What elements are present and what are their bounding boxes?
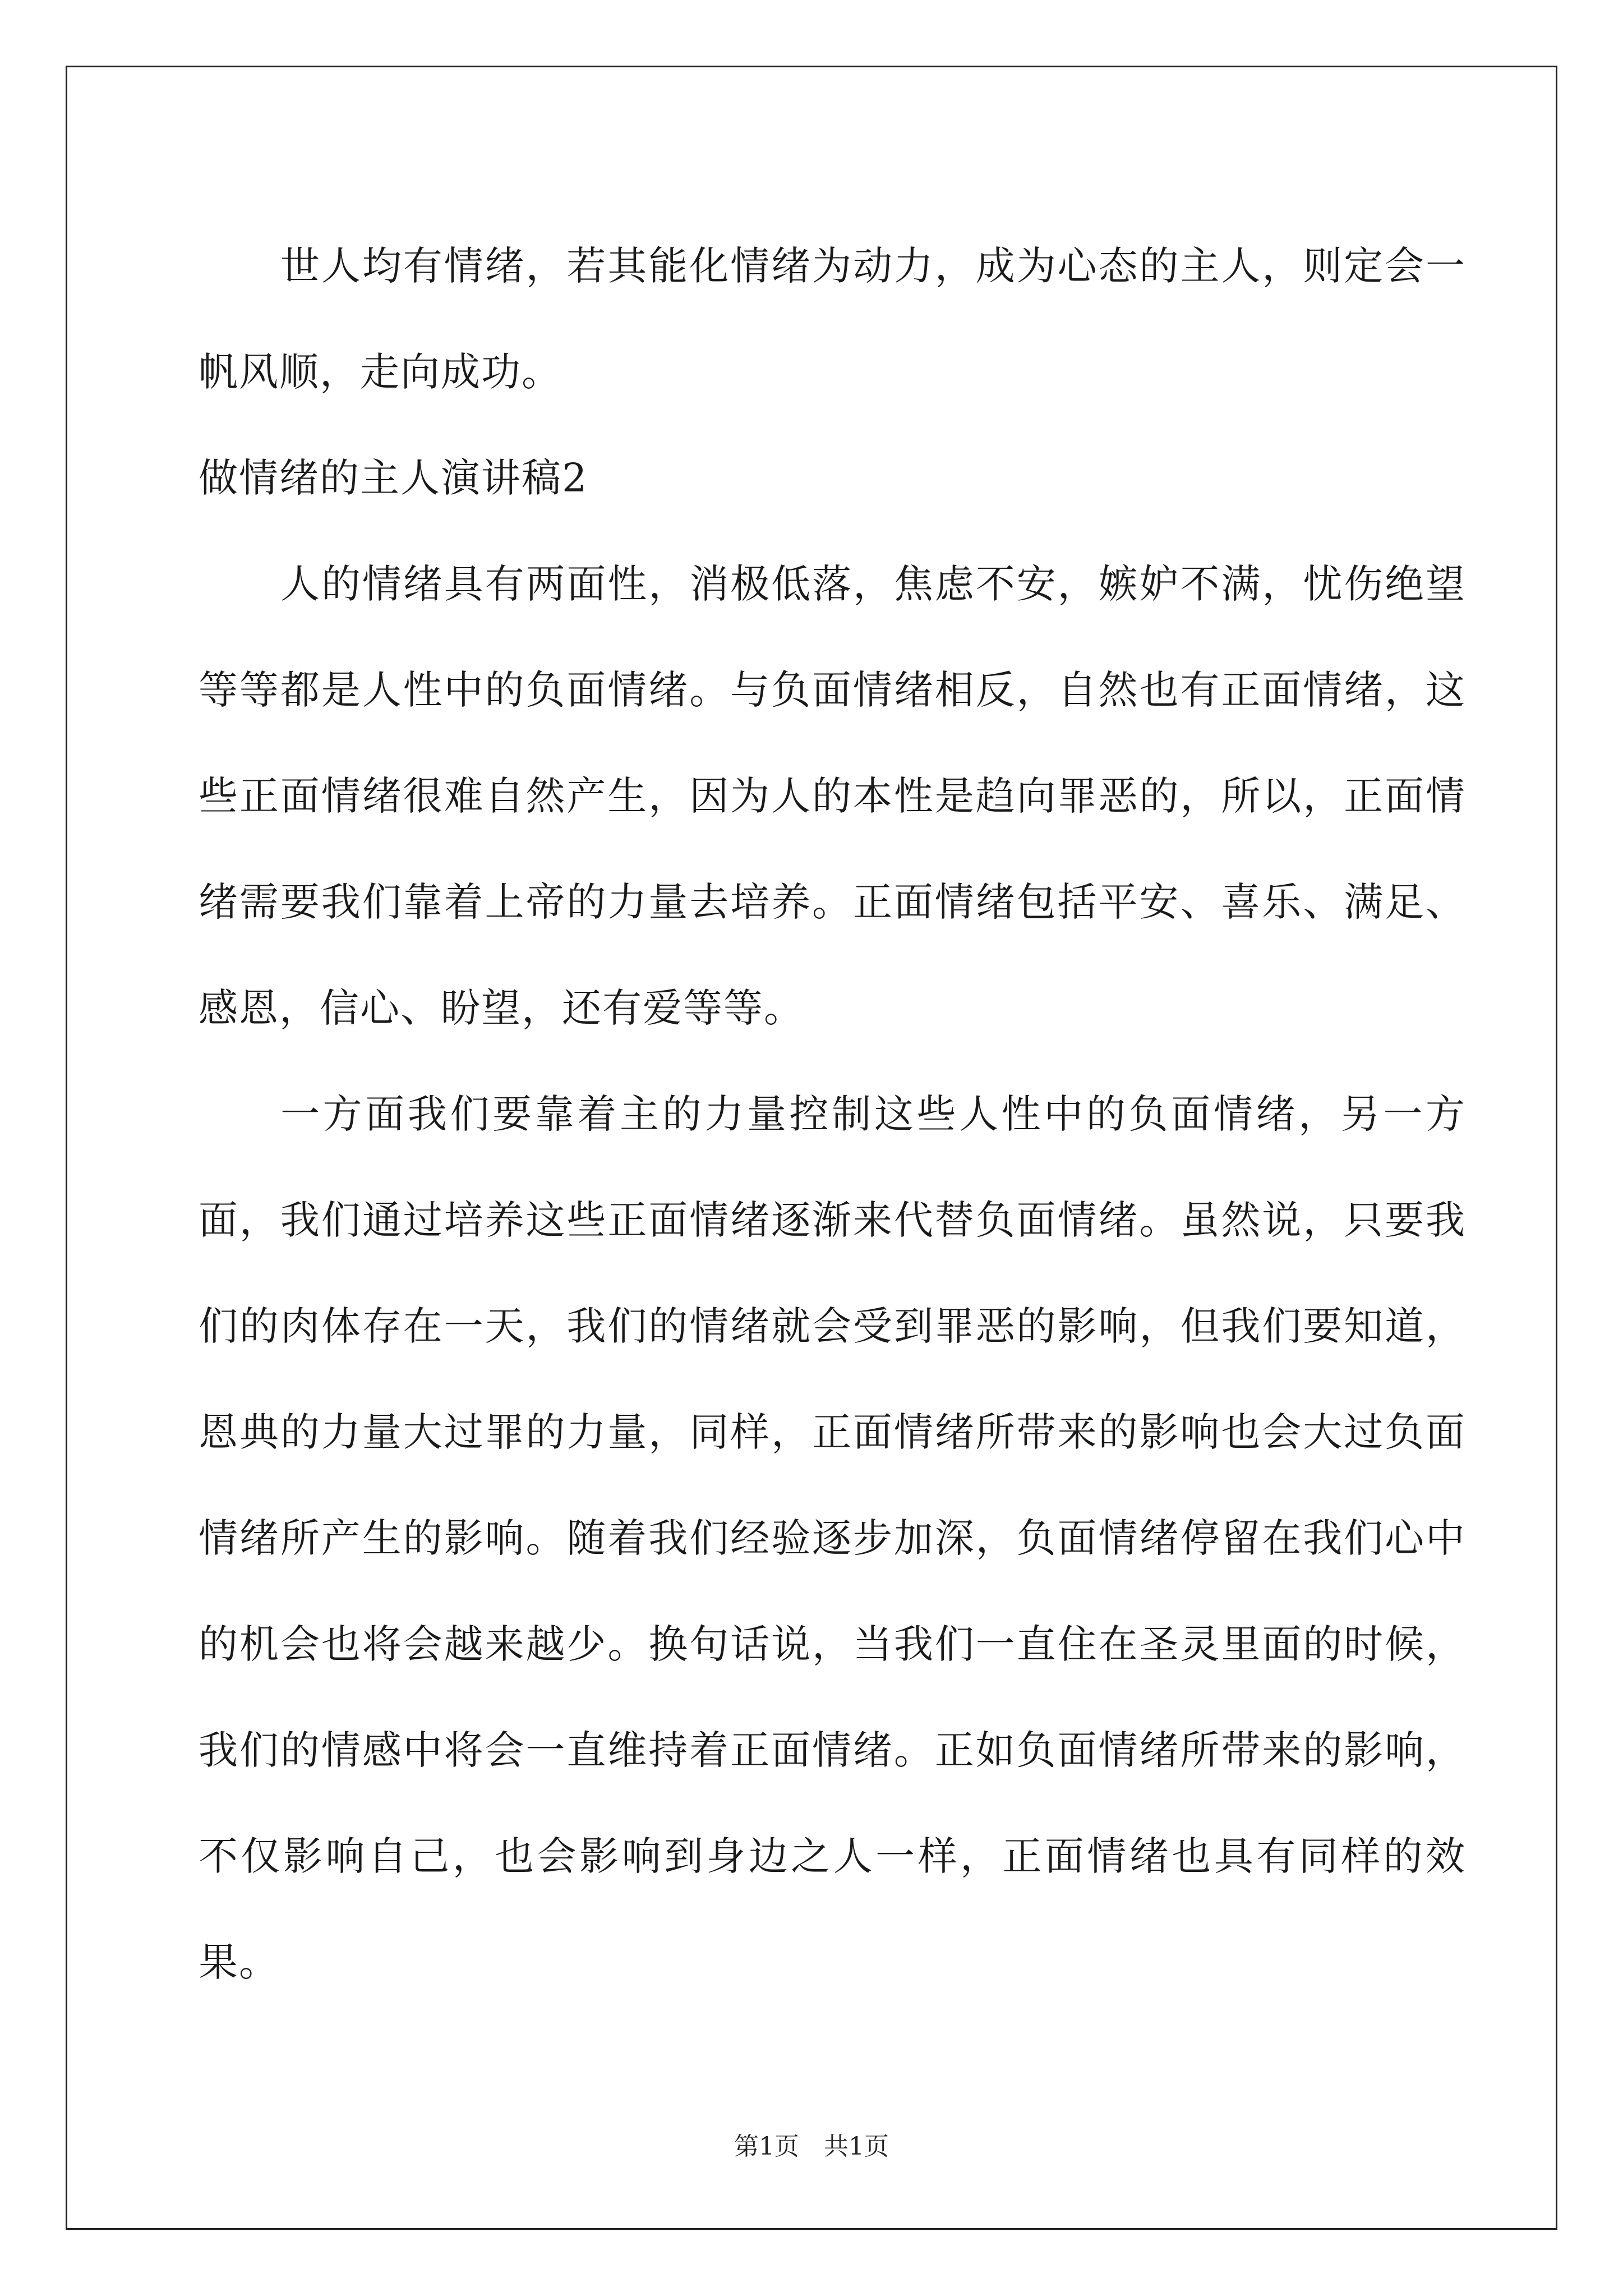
paragraph-1: 世人均有情绪，若其能化情绪为动力，成为心态的主人，则定会一帆风顺，走向成功。: [199, 243, 1466, 395]
document-body: [199, 213, 1466, 2016]
paragraph-2: 人的情绪具有两面性，消极低落，焦虑不安，嫉妒不满，忧伤绝望等等都是人性中的负面情绪。与负面情绪相反，自然也有正面情绪，这些正面情绪很难自然产生，因为人的本性是趋向罪恶的，所以，正面情绪需要我们靠着上帝的力量去培养。正面情绪包括平安、喜乐、满足、感恩，信心、盼望，还有爱等等。: [199, 561, 1466, 1031]
section-heading: 做情绪的主人演讲稿2: [199, 455, 588, 501]
page-number: 第1页 共1页: [734, 2132, 889, 2161]
paragraph-3: 一方面我们要靠着主的力量控制这些人性中的负面情绪，另一方面，我们通过培养这些正面情绪逐渐来代替负面情绪。虽然说，只要我们的肉体存在一天，我们的情绪就会受到罪恶的影响，但我们要知道，恩典的力量大过罪的力量，同样，正面情绪所带来的影响也会大过负面情绪所产生的影响。随着我们经验逐步加深，负面情绪停留在我们心中的机会也将会越来越少。换句话说，当我们一直住在圣灵里面的时候，我们的情感中将会一直维持着正面情绪。正如负面情绪所带来的影响，不仅影响自己，也会影响到身边之人一样，正面情绪也具有同样的效果。: [199, 1091, 1466, 1985]
